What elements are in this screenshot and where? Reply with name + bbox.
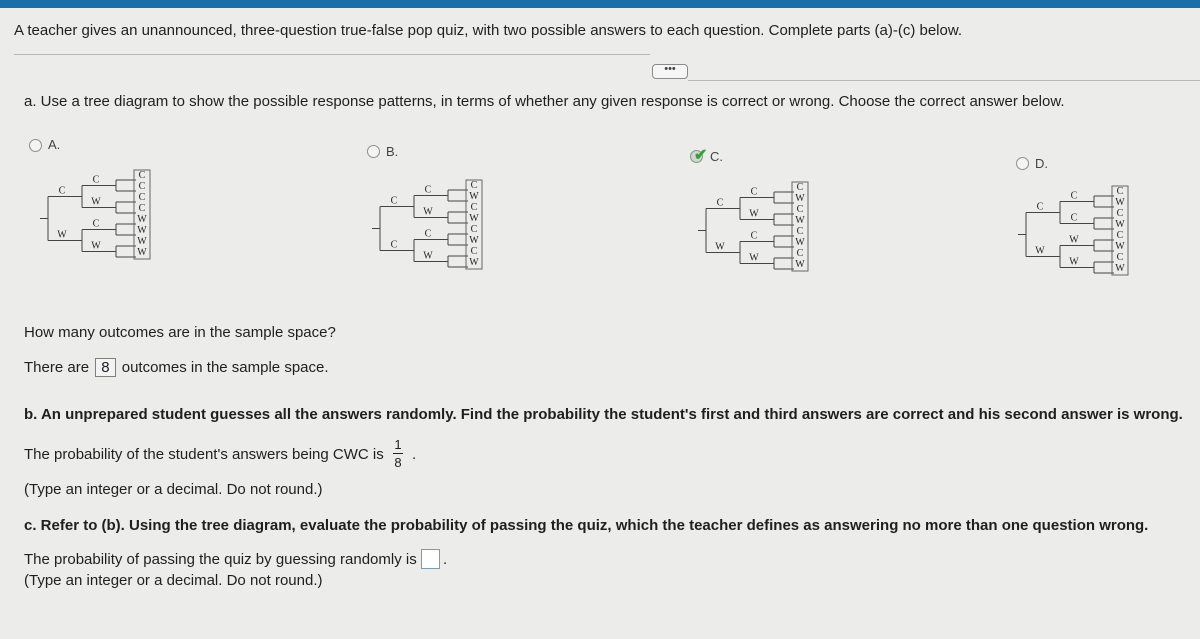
tree-level1-label: W — [57, 229, 67, 241]
tree-level3-label: W — [469, 257, 479, 268]
option-d-label: D. — [1035, 156, 1048, 171]
tree-level3-label: C — [1116, 186, 1124, 197]
tree-level3-label: C — [138, 170, 146, 181]
sample-space-question: How many outcomes are in the sample space? — [24, 324, 336, 341]
tree-level3-label: C — [796, 204, 804, 215]
tree-level3-label: W — [469, 191, 479, 202]
tree-level3-label: W — [469, 213, 479, 224]
tree-level3-label: W — [1115, 197, 1125, 208]
tree-level1-label: C — [390, 195, 398, 207]
option-c-label: C. — [710, 149, 723, 164]
checkmark-icon: ✔ — [694, 147, 708, 164]
tree-level2-label: W — [749, 252, 759, 264]
tree-level3-label: C — [1116, 252, 1124, 263]
tree-level3-label: W — [137, 247, 147, 258]
sample-answer-value: 8 — [95, 358, 115, 377]
tree-level3-label: W — [137, 214, 147, 225]
tree-level3-label: W — [1115, 263, 1125, 274]
divider-left — [14, 54, 650, 55]
tree-level3-label: W — [1115, 241, 1125, 252]
tree-level2-label: W — [749, 208, 759, 220]
divider-right — [688, 80, 1200, 81]
tree-level1-label: W — [715, 241, 725, 253]
tree-level3-label: W — [137, 236, 147, 247]
tree-level1-label: C — [716, 197, 724, 209]
tree-level3-label: C — [796, 182, 804, 193]
option-b-radio[interactable] — [367, 145, 380, 158]
part-c-prompt: c. Refer to (b). Using the tree diagram, evaluate the probability of passing the quiz, which the teacher defines as answering no more than one question wrong. — [24, 517, 1149, 534]
tree-level1-label: C — [58, 185, 66, 197]
tree-level2-label: C — [1070, 190, 1078, 202]
option-b-label: B. — [386, 144, 399, 159]
tree-level1-label: C — [1036, 201, 1044, 213]
tree-level2-label: C — [92, 174, 100, 186]
sample-answer-suffix: outcomes in the sample space. — [121, 359, 329, 376]
tree-level3-label: C — [1116, 208, 1124, 219]
fraction-bar — [393, 453, 403, 454]
tree-level3-label: W — [469, 235, 479, 246]
tree-level2-label: W — [1069, 256, 1079, 268]
tree-level1-label: C — [390, 239, 398, 251]
tree-level2-label: W — [91, 240, 101, 252]
part-b-answer-prefix: The probability of the student's answers being CWC is — [24, 446, 384, 463]
tree-diagram-d — [1014, 174, 1144, 314]
tree-level3-label: C — [796, 248, 804, 259]
tree-level2-label: C — [750, 186, 758, 198]
option-a-radio[interactable] — [29, 139, 42, 152]
tree-level3-label: C — [138, 192, 146, 203]
option-a-label: A. — [48, 137, 61, 152]
tree-level2-label: W — [91, 196, 101, 208]
tree-level3-label: W — [795, 237, 805, 248]
tree-level2-label: W — [423, 250, 433, 262]
part-c-answer-suffix: . — [443, 551, 448, 568]
tree-level3-label: C — [470, 202, 478, 213]
tree-level3-label: C — [796, 226, 804, 237]
probability-answer-input[interactable] — [421, 549, 440, 569]
fraction-denominator: 8 — [394, 455, 402, 470]
part-a-prompt: a. Use a tree diagram to show the possible response patterns, in terms of whether any given response is correct or wrong. Choose the correct answer below. — [24, 93, 1065, 110]
expand-more-button[interactable]: ••• — [652, 64, 688, 79]
tree-level3-label: W — [795, 215, 805, 226]
tree-level3-label: C — [1116, 230, 1124, 241]
part-c-answer-prefix: The probability of passing the quiz by guessing randomly is — [24, 551, 417, 568]
tree-level2-label: C — [1070, 212, 1078, 224]
part-b-fraction — [393, 437, 403, 470]
tree-level3-label: W — [1115, 219, 1125, 230]
top-bar — [0, 0, 1200, 8]
tree-level2-label: C — [750, 230, 758, 242]
tree-level3-label: W — [795, 259, 805, 270]
part-b-hint: (Type an integer or a decimal. Do not round.) — [24, 481, 323, 498]
sample-space-answer — [24, 358, 329, 377]
part-b-prompt: b. An unprepared student guesses all the answers randomly. Find the probability the student's first and third answers are correct and his second answer is wrong. — [24, 406, 1183, 423]
tree-diagram-c — [694, 170, 824, 310]
tree-level3-label: C — [470, 224, 478, 235]
tree-level2-label: W — [1069, 234, 1079, 246]
tree-level3-label: C — [138, 181, 146, 192]
tree-diagram-b — [368, 168, 498, 308]
tree-level2-label: C — [92, 218, 100, 230]
tree-level2-label: C — [424, 184, 432, 196]
fraction-numerator: 1 — [394, 437, 402, 452]
sample-answer-prefix: There are — [24, 359, 90, 376]
part-b-answer-suffix: . — [412, 446, 417, 463]
option-d-radio[interactable] — [1016, 157, 1029, 170]
tree-level3-label: C — [138, 203, 146, 214]
tree-level3-label: C — [470, 246, 478, 257]
tree-level2-label: W — [423, 206, 433, 218]
tree-diagram-a — [36, 158, 166, 298]
tree-level3-label: W — [137, 225, 147, 236]
tree-level1-label: W — [1035, 245, 1045, 257]
tree-level3-label: C — [470, 180, 478, 191]
tree-level3-label: W — [795, 193, 805, 204]
question-text: A teacher gives an unannounced, three-question true-false pop quiz, with two possible answers to each question. Complete parts (a)-(c) below. — [14, 22, 963, 39]
tree-level2-label: C — [424, 228, 432, 240]
part-c-hint: (Type an integer or a decimal. Do not round.) — [24, 572, 323, 589]
